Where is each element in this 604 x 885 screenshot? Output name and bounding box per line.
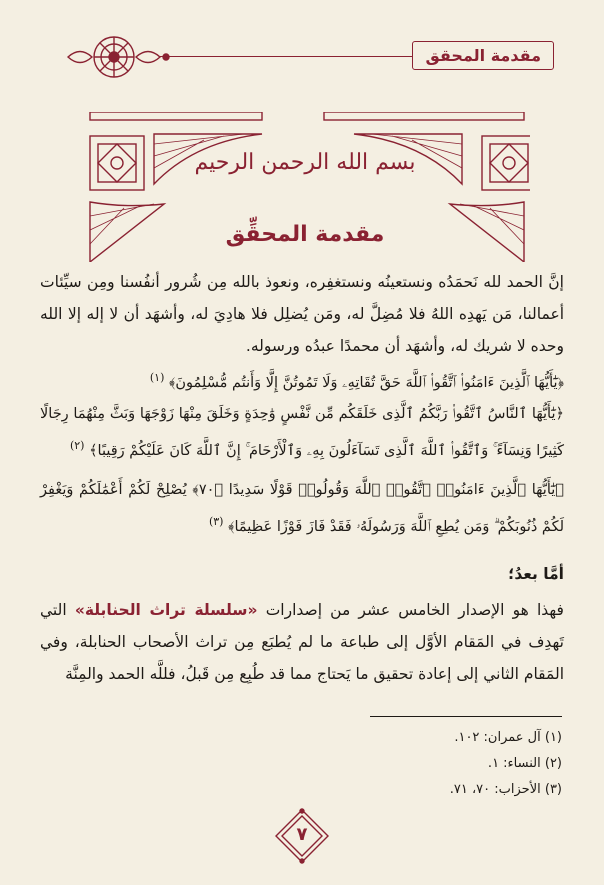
- series-name: «سلسلة تراث الحنابلة»: [74, 601, 258, 619]
- footnote-1: (١) آل عمران: ١٠٢.: [454, 730, 562, 745]
- running-header: [64, 36, 558, 78]
- footnote-ref: (١): [149, 371, 165, 384]
- paragraph-text-start: فهذا هو الإصدار الخامس عشر من إصدارات: [265, 601, 564, 619]
- intro-paragraph: إنَّ الحمد لله نَحمَدُه ونستعينُه ونستغفِره، ونعوذ بالله مِن شُرور أنفُسنا ومِن سيِّئات أعمالنا، مَن يَهدِه اللهُ فلا مُضِلَّ له، ومَن يُضلِل فلا هادِيَ له، وأشهَد أن لا إله إلا الله وحده لا شريك له، وأشهَد أن محمدًا عبدُه ورسوله.: [40, 273, 564, 355]
- floral-ornament-icon: [64, 30, 174, 84]
- amma-baad-heading: أمَّا بعدُ؛: [508, 565, 564, 583]
- section-title: مقدمة المحقِّق: [225, 222, 385, 247]
- verse-1: [40, 362, 564, 399]
- paragraph-text-end: التي تَهدِف في المَقام الأوَّل إلى طباعة ما لم يُطبَع مِن تراث الأصحاب الحنابلة، وفي المَقام الثاني إلى إعادة تحقيق ما يَحتاج مما قد طُبِع مِن قَبلُ، فللَّه الحمد والمِنَّة: [40, 601, 564, 683]
- page-number-badge: [274, 808, 330, 864]
- basmala: بسم الله الرحمن الرحيم: [194, 150, 416, 175]
- verse-text: ﴿يَٰٓأَيُّهَا ٱلَّذِينَ ءَامَنُوا۟ ٱتَّقُوا۟ ٱللَّهَ حَقَّ تُقَاتِهِۦ وَلَا تَمُوتُنَّ إِلَّا وَأَنتُم مُّسْلِمُونَ﴾: [168, 374, 564, 391]
- header-rule: [160, 56, 438, 57]
- verse-3: [40, 474, 564, 543]
- series-paragraph: [40, 594, 564, 690]
- footnote-ref: (٣): [208, 515, 224, 528]
- verse-text: ﴿يَٰٓأَيُّهَا ٱلَّذِينَ ءَامَنُوا۟ ٱتَّقُوا۟ ٱللَّهَ وَقُولُوا۟ قَوْلًا سَدِيدًا ﴿٧٠﴾ يُصْلِحْ لَكُمْ أَعْمَٰلَكُمْ وَيَغْفِرْ لَكُمْ ذُنُوبَكُمْ ۗ وَمَن يُطِعِ ٱللَّهَ وَرَسُولَهُۥ فَقَدْ فَازَ فَوْزًا عَظِيمًا﴾: [40, 482, 564, 535]
- header-title: مقدمة المحقق: [412, 41, 554, 70]
- page-number: ٧: [296, 824, 308, 845]
- footnote-divider: [370, 716, 562, 717]
- footnote-2: (٢) النساء: ١.: [487, 756, 562, 771]
- footnote-3: (٣) الأحزاب: ٧٠، ٧١.: [449, 782, 562, 797]
- verse-text: ﴿يَٰٓأَيُّهَا ٱلنَّاسُ ٱتَّقُوا۟ رَبَّكُمُ ٱلَّذِى خَلَقَكُم مِّن نَّفْسٍ وَٰحِدَةٍ وَخَلَقَ مِنْهَا زَوْجَهَا وَبَثَّ مِنْهُمَا رِجَالًا كَثِيرًا وَنِسَآءً ۚ وَٱتَّقُوا۟ ٱللَّهَ ٱلَّذِى تَسَآءَلُونَ بِهِۦ وَٱلْأَرْحَامَ ۚ إِنَّ ٱللَّهَ كَانَ عَلَيْكُمْ رَقِيبًا﴾: [40, 406, 564, 459]
- footnote-ref: (٢): [69, 439, 85, 452]
- verse-2: [40, 398, 564, 467]
